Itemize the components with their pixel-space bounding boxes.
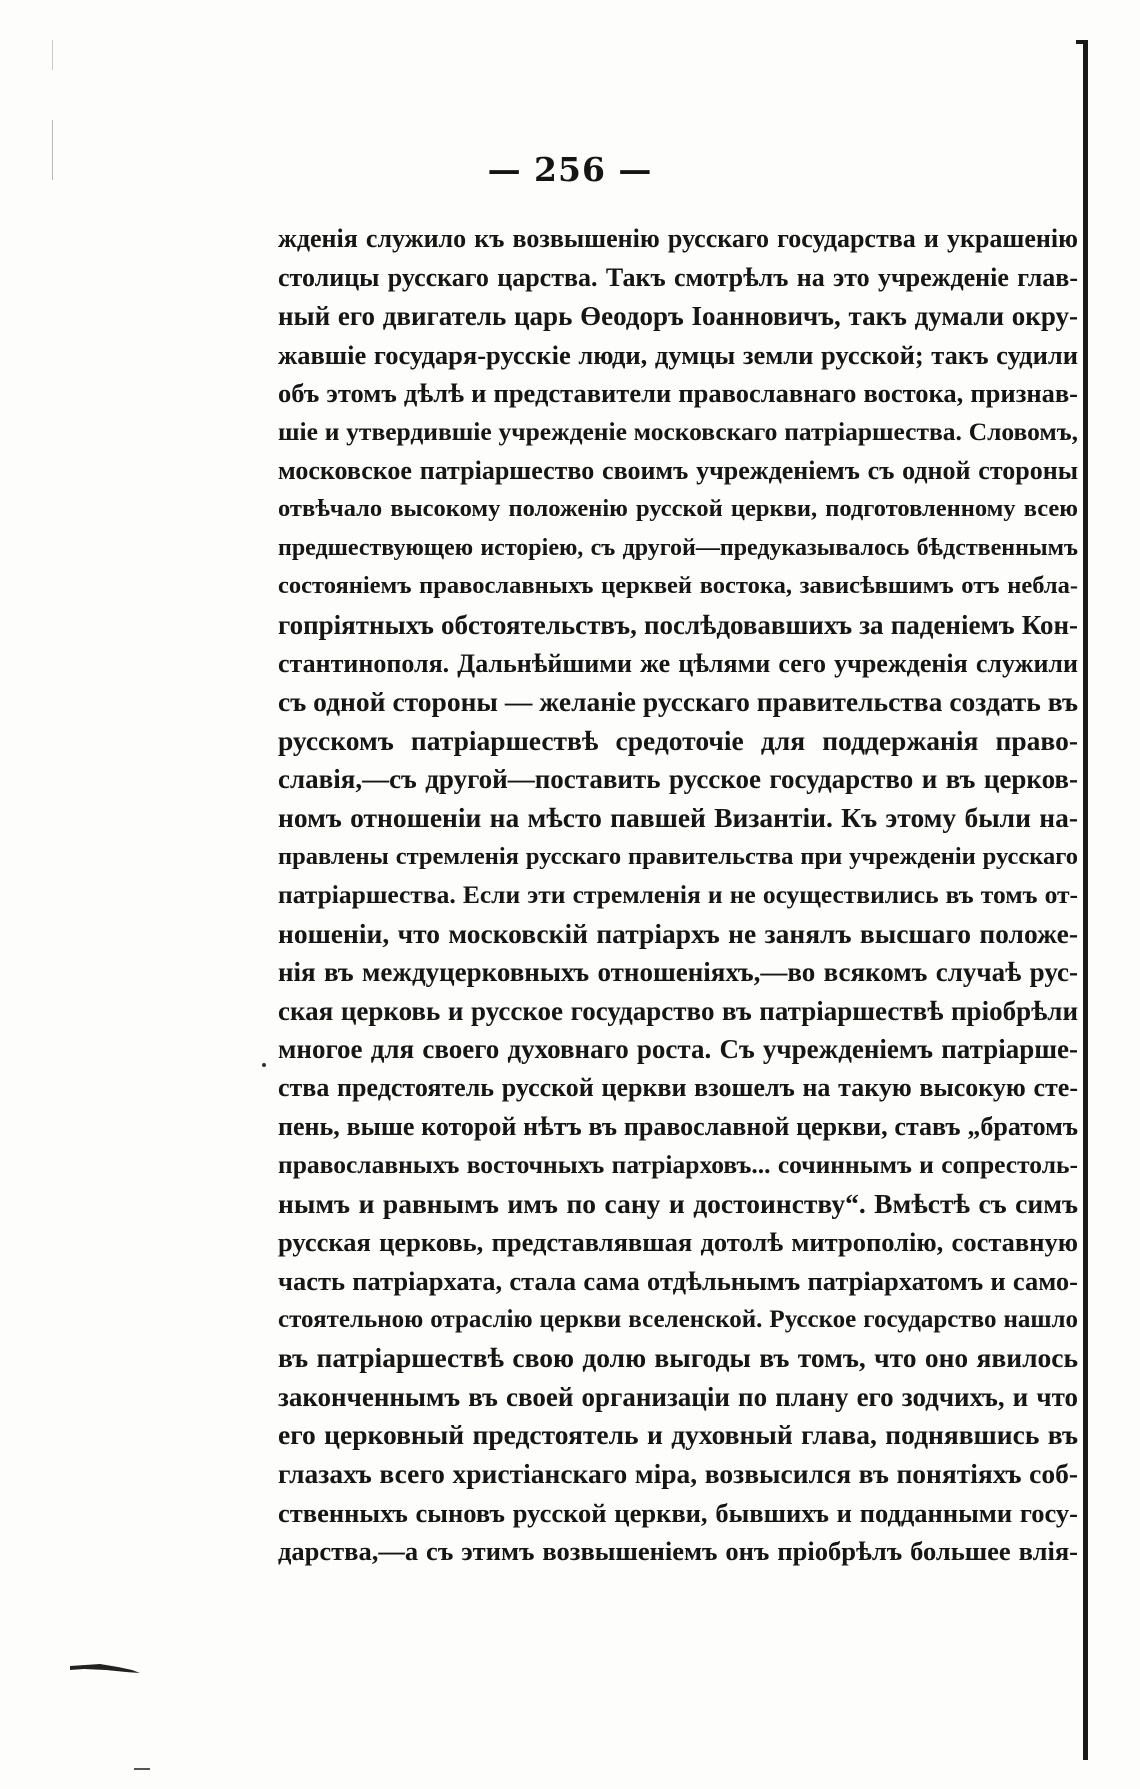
text-line: шіе и утвердившіе учрежденіе московскаго патріаршества. Словомъ,: [278, 416, 1078, 446]
text-line: часть патріархата, стала сама отдѣльнымъ патріархатомъ и само-: [278, 1266, 1078, 1297]
text-line: гопріятныхъ обстоятельствъ, послѣдовавшихъ за паденіемъ Кон-: [278, 609, 1078, 640]
text-line: его церковный предстоятель и духовный глава, поднявшись въ: [278, 1419, 1078, 1451]
text-line: отвѣчало высокому положенію русской церкви, подготовленному всею: [278, 495, 1078, 523]
text-line: объ этомъ дѣлѣ и представители православнаго востока, признав-: [278, 378, 1078, 409]
text-line: съ одной стороны — желаніе русскаго правительства создать въ: [278, 686, 1078, 718]
text-line: нымъ и равнымъ имъ по сану и достоинству“. Вмѣстѣ съ симъ: [278, 1187, 1078, 1219]
text-line: ственныхъ сыновъ русской церкви, бывшихъ и подданными госу-: [278, 1497, 1078, 1528]
text-line: жавшіе государя-русскіе люди, думцы земли русской; такъ судили: [278, 339, 1078, 370]
text-line: ская церковь и русское государство въ патріаршествѣ пріобрѣли: [278, 995, 1078, 1026]
text-line: столицы русскаго царства. Такъ смотрѣлъ на это учрежденіе глав-: [278, 262, 1078, 292]
text-line: православныхъ восточныхъ патріарховъ... сочиннымъ и сопрестоль-: [278, 1150, 1078, 1180]
text-line: законченнымъ въ своей организаціи по плану его зодчихъ, и что: [278, 1381, 1078, 1412]
scan-artifact-dash: [134, 1768, 150, 1770]
text-line: дарства,—а съ этимъ возвышеніемъ онъ пріобрѣлъ большее влія-: [278, 1536, 1078, 1567]
text-line: славія,—съ другой—поставить русское государство и въ церков-: [278, 764, 1078, 795]
text-line: правлены стремленія русскаго правительства при учрежденіи русскаго: [278, 842, 1078, 870]
text-line: глазахъ всего христіанскаго міра, возвысился въ понятіяхъ соб-: [278, 1458, 1078, 1489]
text-line: русскомъ патріаршествѣ средоточіе для поддержанія право-: [278, 724, 1078, 756]
text-line: ношеніи, что московскій патріархъ не занялъ высшаго положе-: [278, 917, 1078, 949]
text-line: русская церковь, представлявшая дотолѣ митрополію, составную: [278, 1227, 1078, 1258]
text-line: пень, выше которой нѣтъ въ православной церкви, ставъ „братомъ: [278, 1111, 1078, 1141]
text-line: нія въ междуцерковныхъ отношеніяхъ,—во всякомъ случаѣ рус-: [278, 957, 1078, 988]
scan-artifact-mark: [70, 1660, 140, 1674]
text-line: многое для своего духовнаго роста. Съ учрежденіемъ патріарше-: [278, 1034, 1078, 1065]
text-line: стоятельною отраслію церкви вселенской. Русское государство нашло: [278, 1305, 1078, 1333]
text-line: предшествующею исторіею, съ другой—предуказывалось бѣдственнымъ: [278, 534, 1078, 561]
text-line: въ патріаршествѣ свою долю выгоды въ томъ, что оно явилось: [278, 1342, 1078, 1374]
left-scan-edge-mark: [52, 40, 53, 70]
text-line: патріаршества. Если эти стремленія и не осуществились въ томъ от-: [278, 880, 1078, 910]
text-line: ный его двигатель царь Өеодоръ Іоанновичъ, такъ думали окру-: [278, 301, 1078, 332]
page-number: — 256 —: [487, 150, 653, 189]
text-line: стантинополя. Дальнѣйшими же цѣлями сего учрежденія служили: [278, 648, 1078, 678]
text-line: жденія служило къ возвышенію русскаго государства и украшенію: [278, 224, 1078, 253]
text-line: номъ отношеніи на мѣсто павшей Византіи. Къ этому были на-: [278, 801, 1078, 833]
text-line: ства предстоятель русской церкви взошелъ на такую высокую сте-: [278, 1073, 1078, 1103]
text-line: московское патріаршество своимъ учрежденіемъ съ одной стороны: [278, 455, 1078, 485]
ink-speck: [262, 1063, 266, 1067]
body-text: [278, 220, 1078, 1571]
right-scan-edge-line: [1083, 40, 1088, 1760]
text-line: состояніемъ православныхъ церквей востока, зависѣвшимъ отъ небла-: [278, 572, 1078, 600]
